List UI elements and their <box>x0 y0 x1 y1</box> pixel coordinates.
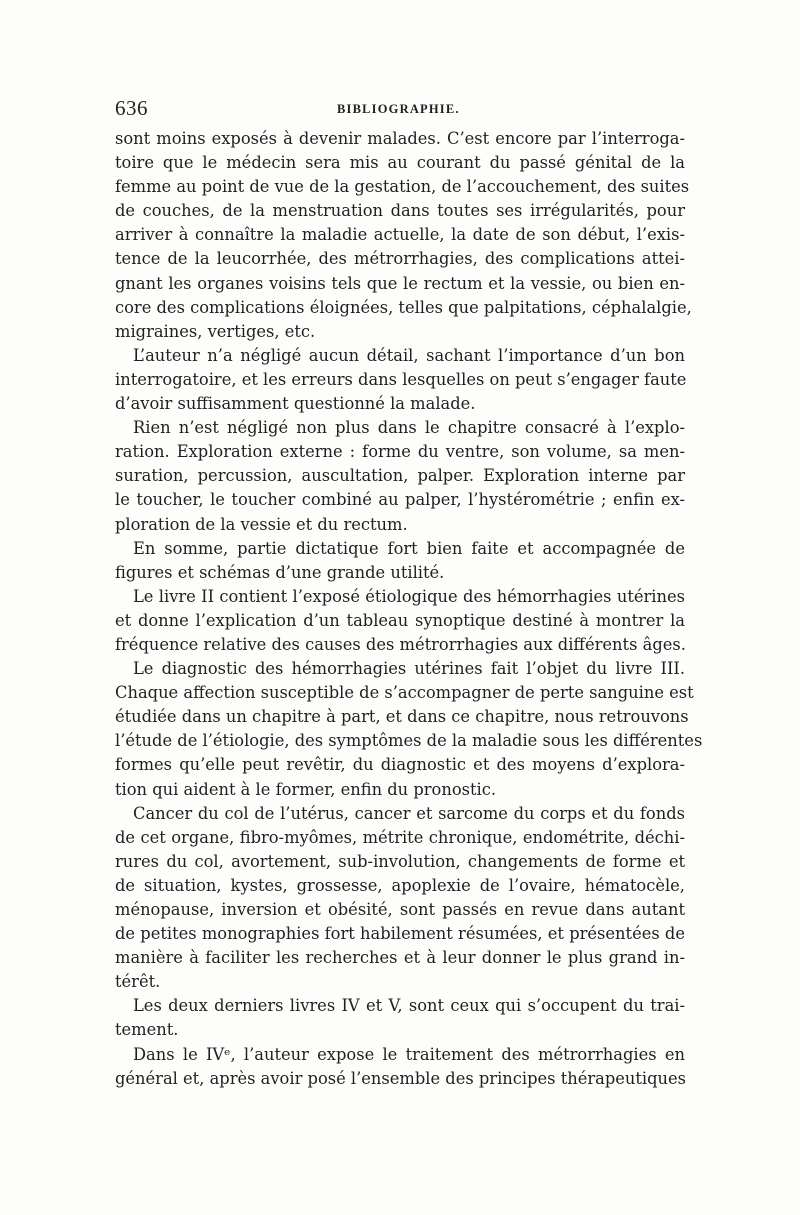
text-line: tion qui aident à le former, enfin du pronostic. <box>115 779 497 799</box>
text-line: térêt. <box>115 972 161 992</box>
text-line: femme au point de vue de la gestation, de l’accouchement, des suites <box>115 177 690 197</box>
text-line: gnant les organes voisins tels que le rectum et la vessie, ou bien en- <box>115 273 685 293</box>
text-line: ration. Exploration externe : forme du ventre, son volume, sa men- <box>115 442 685 462</box>
text-line: suration, percussion, auscultation, palper. Exploration interne par <box>115 466 685 486</box>
text-line: Dans le IVᵉ, l’auteur expose le traitement des métrorrhagies en <box>133 1044 685 1064</box>
text-line: Chaque affection susceptible de s’accompagner de perte sanguine est <box>115 683 694 703</box>
text-line: ménopause, inversion et obésité, sont passés en revue dans autant <box>115 900 685 919</box>
text-line: Le diagnostic des hémorrhagies utérines fait l’objet du livre III. <box>133 659 685 679</box>
text-line: core des complications éloignées, telles que palpitations, céphalalgie, <box>115 297 692 317</box>
page-header <box>115 96 685 122</box>
text-line: arriver à connaître la maladie actuelle, la date de son début, l’exis- <box>115 225 685 245</box>
text-line: toire que le médecin sera mis au courant du passé génital de la <box>115 153 685 173</box>
text-line: l’étude de l’étiologie, des symptômes de la maladie sous les différentes <box>115 731 703 751</box>
text-line: En somme, partie dictatique fort bien faite et accompagnée de <box>133 538 685 558</box>
text-line: tement. <box>115 1020 179 1040</box>
text-line: ploration de la vessie et du rectum. <box>115 514 408 534</box>
text-line: manière à faciliter les recherches et à leur donner le plus grand in- <box>115 948 685 968</box>
text-line: formes qu’elle peut revêtir, du diagnostic et des moyens d’explora- <box>115 755 685 775</box>
text-line: L’auteur n’a négligé aucun détail, sachant l’importance d’un bon <box>133 345 685 365</box>
text-line: tence de la leucorrhée, des métrorrhagies, des complications attei- <box>115 249 685 269</box>
text-line: de cet organe, fibro-myômes, métrite chronique, endométrite, déchi- <box>115 827 685 847</box>
text-line: de petites monographies fort habilement résumées, et présentées de <box>115 924 685 944</box>
body-text <box>115 127 703 1091</box>
page-number: 636 <box>115 96 148 120</box>
text-line: Les deux derniers livres IV et V, sont ceux qui s’occupent du trai- <box>133 996 685 1016</box>
text-line: le toucher, le toucher combiné au palper, l’hystérométrie ; enfin ex- <box>115 490 685 510</box>
text-line: sont moins exposés à devenir malades. C’est encore par l’interroga- <box>115 129 685 148</box>
text-line: Cancer du col de l’utérus, cancer et sarcome du corps et du fonds <box>133 803 685 823</box>
text-line: et donne l’explication d’un tableau synoptique destiné à montrer la <box>115 610 685 630</box>
text-line: rures du col, avortement, sub-involution, changements de forme et <box>115 851 685 871</box>
text-line: d’avoir suffisamment questionné la malade. <box>115 394 476 414</box>
text-line: migraines, vertiges, etc. <box>115 321 316 341</box>
text-line: général et, après avoir posé l’ensemble des principes thérapeutiques <box>115 1068 687 1088</box>
text-line: étudiée dans un chapitre à part, et dans ce chapitre, nous retrouvons <box>115 707 689 727</box>
text-line: Rien n’est négligé non plus dans le chapitre consacré à l’explo- <box>133 418 685 438</box>
text-line: de couches, de la menstruation dans toutes ses irrégularités, pour <box>115 201 685 221</box>
text-line: Le livre II contient l’exposé étiologique des hémorrhagies utérines <box>133 586 685 606</box>
text-line: fréquence relative des causes des métrorrhagies aux différents âges. <box>115 634 686 654</box>
text-line: de situation, kystes, grossesse, apoplexie de l’ovaire, hématocèle, <box>115 875 685 895</box>
text-line: interrogatoire, et les erreurs dans lesquelles on peut s’engager faute <box>115 369 687 389</box>
running-title: BIBLIOGRAPHIE. <box>337 102 460 116</box>
text-line: figures et schémas d’une grande utilité. <box>115 562 445 582</box>
